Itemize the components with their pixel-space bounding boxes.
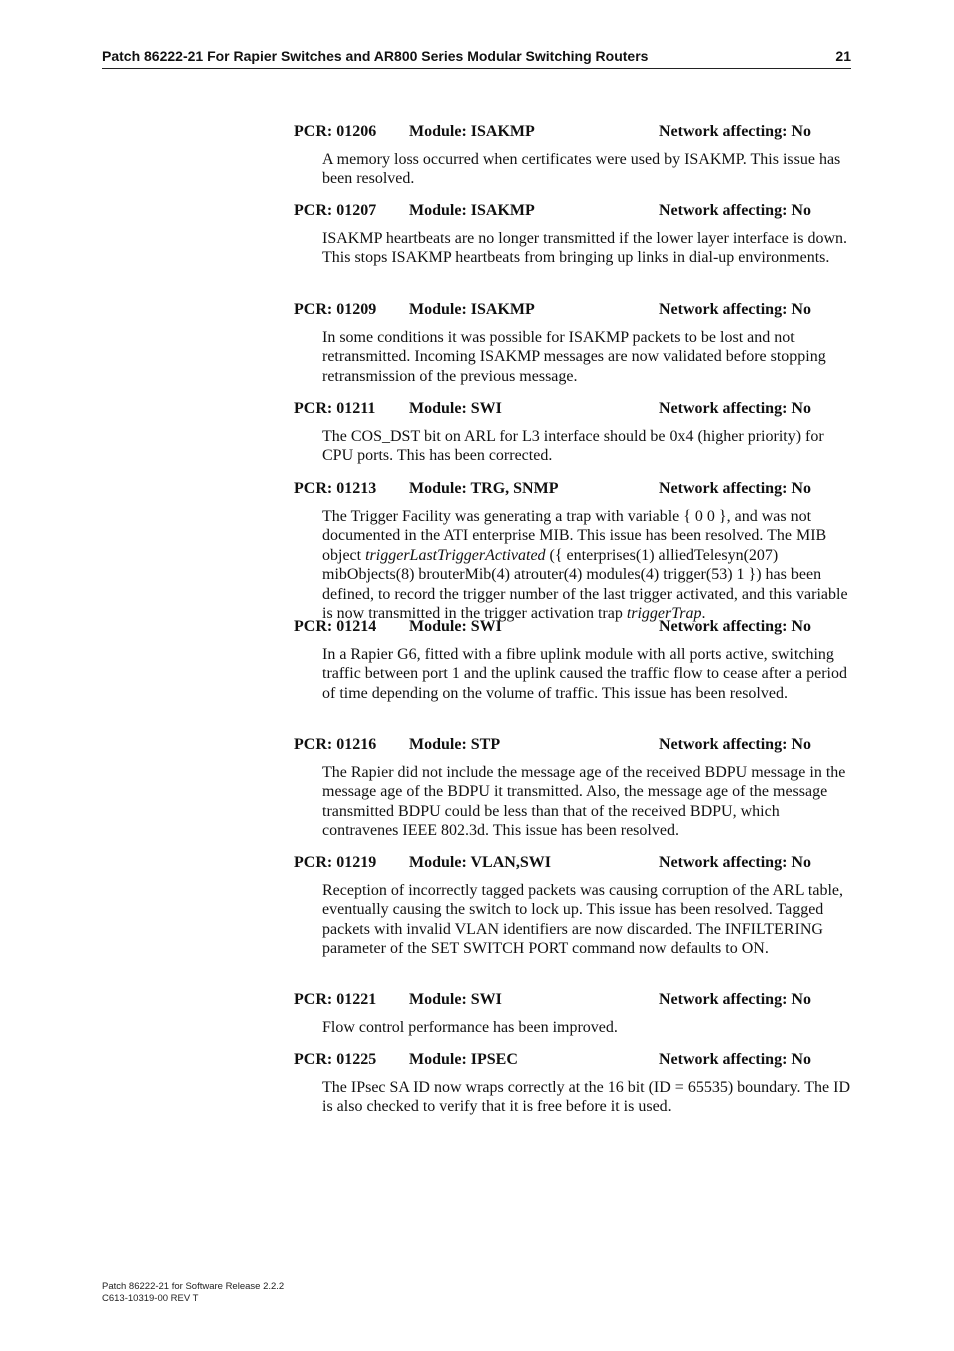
pcr-heading (294, 617, 854, 637)
pcr-description: A memory loss occurred when certificates were used by ISAKMP. This issue has been resolved. (322, 151, 841, 188)
pcr-number: PCR: 01216 (294, 736, 377, 753)
pcr-entry-01216 (294, 735, 854, 841)
pcr-network-affecting: Network affecting: No (659, 202, 811, 219)
pcr-entry-01219 (294, 853, 854, 978)
description-text: ({ enterprises(1) alliedTelesyn(207) mibObjects(8) brouterMib(4) atrouter(4) modules(4) trigger(53) 1 }) has been defined, to record the trigger number of the last trigger activated, and this variable is now transmitted in the trigger activation trap (322, 546, 848, 623)
pcr-module: Module: IPSEC (409, 1051, 518, 1068)
pcr-module: Module: VLAN,SWI (409, 854, 551, 871)
pcr-number: PCR: 01219 (294, 854, 377, 871)
pcr-number: PCR: 01214 (294, 618, 377, 635)
pcr-network-affecting: Network affecting: No (659, 301, 811, 318)
pcr-heading (294, 1050, 854, 1070)
pcr-module: Module: STP (409, 736, 501, 753)
page-header (102, 47, 851, 69)
pcr-module: Module: SWI (409, 991, 502, 1008)
pcr-heading (294, 479, 854, 499)
pcr-network-affecting: Network affecting: No (659, 400, 811, 417)
pcr-list (294, 122, 854, 1117)
pcr-description: The IPsec SA ID now wraps correctly at the 16 bit (ID = 65535) boundary. The ID is also checked to verify that it is free before it is used. (322, 1079, 851, 1116)
pcr-heading (294, 399, 854, 419)
pcr-entry-01214 (294, 617, 854, 723)
pcr-description: Reception of incorrectly tagged packets was causing corruption of the ARL table, eventually causing the switch to lock up. This issue has been resolved. Tagged packets with invalid VLAN identifiers are now discarded. The INFILTERING parameter of the SET SWITCH PORT command now defaults to ON. (322, 882, 844, 958)
pcr-description: Flow control performance has been improved. (322, 1019, 618, 1036)
pcr-heading (294, 990, 854, 1010)
pcr-entry-01225 (294, 1050, 854, 1117)
pcr-number: PCR: 01209 (294, 301, 377, 318)
pcr-number: PCR: 01213 (294, 480, 377, 497)
trap-name: triggerTrap (626, 605, 702, 623)
footer-doc-number: C613-10319-00 REV T (102, 1293, 199, 1304)
pcr-network-affecting: Network affecting: No (659, 480, 811, 497)
pcr-module: Module: SWI (409, 400, 502, 417)
pcr-description: In some conditions it was possible for ISAKMP packets to be lost and not retransmitted. Incoming ISAKMP messages are now validated before stopping retransmission of the previous message. (322, 329, 826, 385)
pcr-heading (294, 735, 854, 755)
mib-object-name: triggerLastTriggerActivated (365, 546, 546, 564)
pcr-heading (294, 122, 854, 142)
pcr-module: Module: SWI (409, 618, 502, 635)
page-number: 21 (835, 48, 851, 64)
pcr-heading (294, 201, 854, 221)
pcr-entry-01221 (294, 990, 854, 1038)
pcr-entry-01207 (294, 201, 854, 287)
pcr-entry-01209 (294, 300, 854, 386)
description-text: . (701, 605, 706, 623)
page-footer (102, 1281, 284, 1305)
pcr-network-affecting: Network affecting: No (659, 736, 811, 753)
pcr-entry-01211 (294, 399, 854, 466)
pcr-number: PCR: 01221 (294, 991, 377, 1008)
pcr-heading (294, 300, 854, 320)
pcr-number: PCR: 01225 (294, 1051, 377, 1068)
pcr-module: Module: TRG, SNMP (409, 480, 559, 497)
description-text: The Trigger Facility was generating a trap with variable { 0 0 }, and was not documented in the ATI enterprise MIB. This issue has been resolved. The MIB object (322, 508, 827, 564)
pcr-number: PCR: 01211 (294, 400, 376, 417)
pcr-network-affecting: Network affecting: No (659, 991, 811, 1008)
pcr-number: PCR: 01206 (294, 123, 377, 140)
pcr-module: Module: ISAKMP (409, 123, 535, 140)
pcr-network-affecting: Network affecting: No (659, 1051, 811, 1068)
pcr-entry-01213 (294, 479, 854, 623)
header-title: Patch 86222-21 For Rapier Switches and AR800 Series Modular Switching Routers (102, 48, 649, 64)
pcr-description (322, 507, 854, 623)
pcr-entry-01206 (294, 122, 854, 189)
footer-release: Patch 86222-21 for Software Release 2.2.2 (102, 1281, 285, 1292)
pcr-module: Module: ISAKMP (409, 301, 535, 318)
pcr-network-affecting: Network affecting: No (659, 854, 811, 871)
pcr-description: In a Rapier G6, fitted with a fibre uplink module with all ports active, switching traffic between port 1 and the uplink caused the traffic flow to cease after a period of time depending on the volume of traffic. This issue has been resolved. (322, 646, 847, 702)
pcr-number: PCR: 01207 (294, 202, 377, 219)
pcr-heading (294, 853, 854, 873)
pcr-description: The Rapier did not include the message age of the received BDPU message in the message age of the BDPU it transmitted. Also, the message age of the message transmitted BDPU could be less than that of the received BDPU, which contravenes IEEE 802.3d. This issue has been resolved. (322, 764, 846, 840)
pcr-module: Module: ISAKMP (409, 202, 535, 219)
pcr-description: ISAKMP heartbeats are no longer transmitted if the lower layer interface is down. This stops ISAKMP heartbeats from bringing up links in dial-up environments. (322, 230, 848, 267)
pcr-network-affecting: Network affecting: No (659, 618, 811, 635)
pcr-network-affecting: Network affecting: No (659, 123, 811, 140)
pcr-description: The COS_DST bit on ARL for L3 interface should be 0x4 (higher priority) for CPU ports. This has been corrected. (322, 428, 824, 465)
